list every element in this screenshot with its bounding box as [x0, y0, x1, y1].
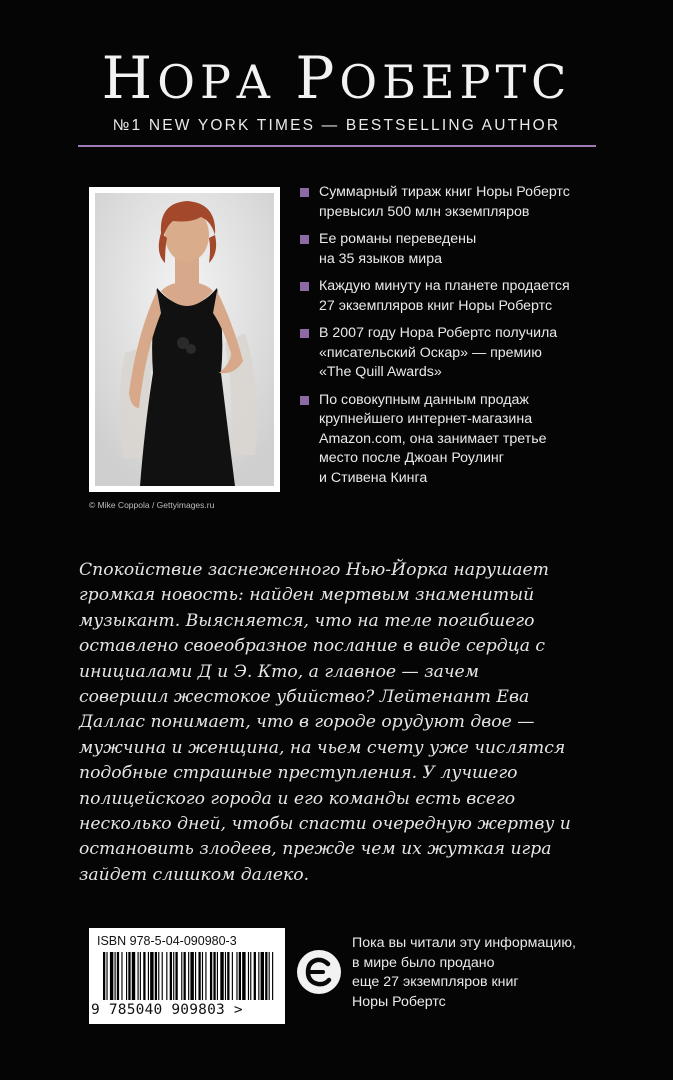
author-photo-frame [89, 187, 280, 492]
fact-item [300, 391, 610, 489]
bullet-square-icon [300, 329, 309, 338]
fact-item [300, 183, 610, 222]
barcode-bars [103, 952, 275, 1000]
barcode-box [89, 928, 285, 1024]
author-photo-image [95, 193, 274, 486]
bullet-square-icon [300, 396, 309, 405]
author-name: НОРА РОБЕРТС [101, 44, 572, 112]
isbn-label: ISBN 978-5-04-090980-3 [97, 934, 237, 948]
fact-text: В 2007 году Нора Робертс получила «писательский Оскар» — премию «The Quill Awards» [319, 325, 558, 380]
eksmo-logo [297, 950, 341, 994]
book-blurb: Спокойствие заснеженного Нью-Йорка нарушает громкая новость: найден мертвым знаменитый музыкант. Выясняется, что на теле погибшего оставлено своеобразное послание в виде сердца с инициалами Д и Э. Кто, а главное — зачем совершил жестокое убийство? Лейтенант Ева Даллас понимает, что в городе орудуют двое — мужчина и женщина, на чьем счету уже числятся подобные страшные преступления. У лучшего полицейского города и его команды есть всего несколько дней, чтобы спасти очередную жертву и остановить злодеев, прежде чем их жуткая игра зайдет слишком далеко. [79, 560, 571, 885]
bullet-square-icon [300, 282, 309, 291]
fact-text: Каждую минуту на планете продается 27 экземпляров книг Норы Робертс [319, 278, 570, 314]
bullet-square-icon [300, 235, 309, 244]
photo-credit: © Mike Coppola / Gettyimages.ru [89, 500, 215, 510]
fact-text: По совокупным данным продаж крупнейшего интернет-магазина Amazon.com, она занимает третье место после Джоан Роулинг и Стивена Кинга [319, 391, 547, 486]
fact-text: Ее романы переведены на 35 языков мира [319, 231, 477, 267]
facts-list [300, 183, 610, 496]
bullet-square-icon [300, 188, 309, 197]
fact-item [300, 230, 610, 269]
sales-note: Пока вы читали эту информацию, в мире было продано еще 27 экземпляров книг Норы Робертс [352, 935, 576, 1010]
author-photo [95, 193, 274, 486]
fact-item [300, 277, 610, 316]
fact-item [300, 324, 610, 383]
tagline: №1 NEW YORK TIMES — BESTSELLING AUTHOR [112, 117, 561, 134]
eksmo-logo-icon [297, 950, 341, 994]
divider-rule [78, 145, 596, 147]
barcode-number: 9 785040 909803 > [91, 1002, 243, 1018]
fact-text: Суммарный тираж книг Норы Робертс превысил 500 млн экземпляров [319, 184, 570, 220]
